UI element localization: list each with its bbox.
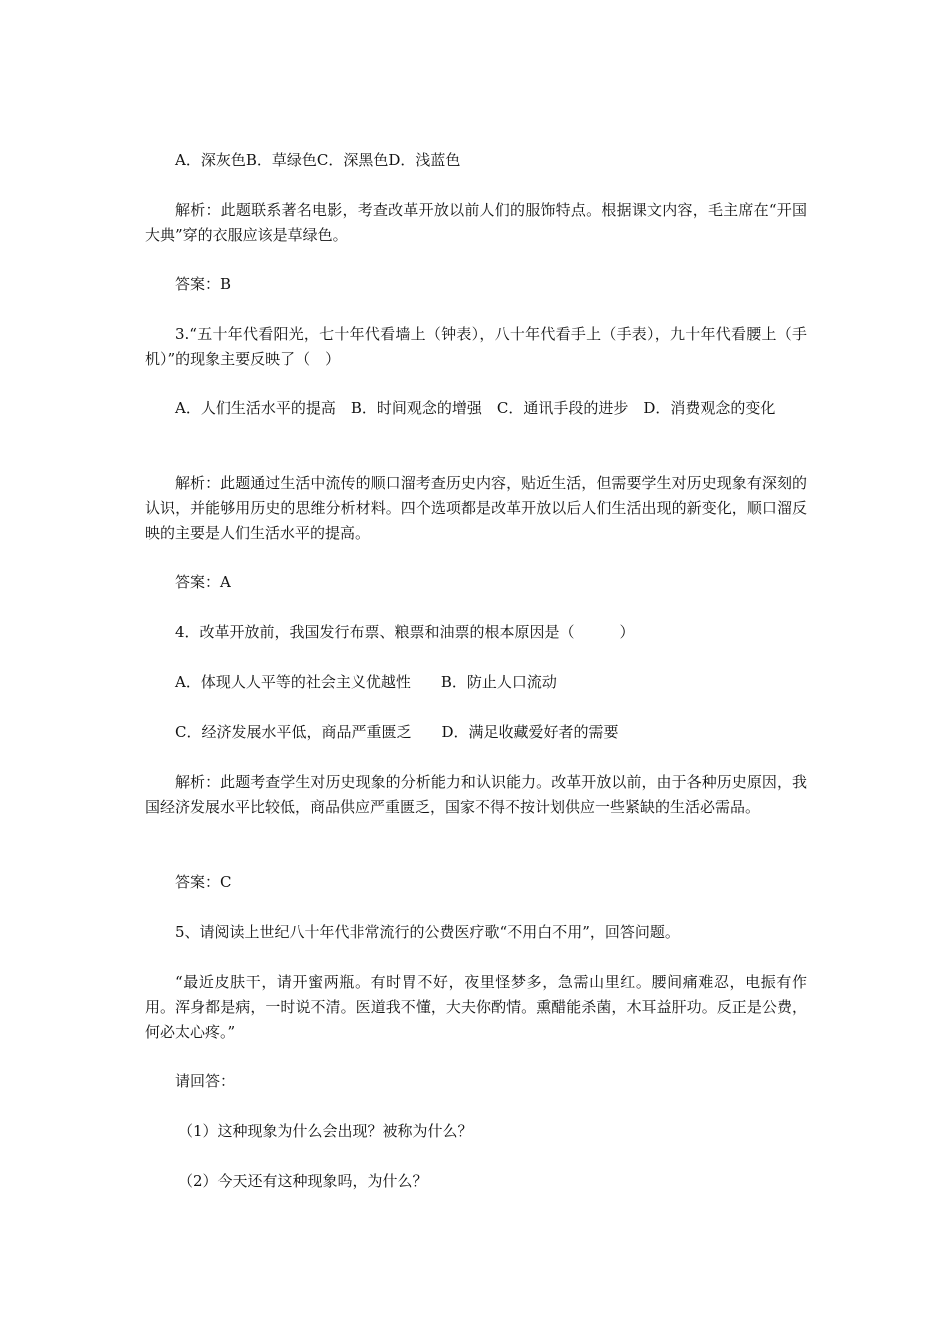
sub-question-2: （2）今天还有这种现象吗，为什么？ — [178, 1172, 428, 1190]
options-q4-line1: A．体现人人平等的社会主义优越性 B．防止人口流动 — [175, 673, 557, 691]
answer-q3: 答案：A — [175, 573, 231, 591]
question-4: 4．改革开放前，我国发行布票、粮票和油票的根本原因是（ ） — [175, 623, 635, 641]
question-3: 3.“五十年代看阳光，七十年代看墙上（钟表），八十年代看手上（手表），九十年代看腰上（手机）”的现象主要反映了（ ） — [145, 325, 807, 368]
analysis-q4: 解析：此题考查学生对历史现象的分析能力和认识能力。改革开放以前，由于各种历史原因，我国经济发展水平比较低，商品供应严重匮乏，国家不得不按计划供应一些紧缺的生活必需品。 — [145, 773, 807, 816]
document-page — [145, 0, 807, 1344]
please-answer: 请回答： — [175, 1072, 236, 1090]
answer-q4: 答案：C — [175, 873, 232, 891]
analysis-q2: 解析：此题联系著名电影，考查改革开放以前人们的服饰特点。根据课文内容，毛主席在“开国大典”穿的衣服应该是草绿色。 — [145, 201, 807, 244]
quoted-song: “最近皮肤干，请开蜜两瓶。有时胃不好，夜里怪梦多，急需山里红。腰间痛难忍，电振有作用。浑身都是病，一时说不清。医道我不懂，大夫你酌情。熏醋能杀菌，木耳益肝功。反正是公费，何必太心疼。” — [145, 973, 807, 1041]
options-q4-line2: C．经济发展水平低，商品严重匮乏 D．满足收藏爱好者的需要 — [175, 723, 619, 741]
options-q3: A．人们生活水平的提高 B．时间观念的增强 C．通讯手段的进步 D．消费观念的变化 — [175, 399, 776, 417]
sub-question-1: （1）这种现象为什么会出现？被称为什么？ — [178, 1122, 473, 1140]
question-5: 5、请阅读上世纪八十年代非常流行的公费医疗歌“不用白不用”，回答问题。 — [175, 923, 680, 941]
answer-q2: 答案：B — [175, 275, 232, 293]
options-q2: A．深灰色B．草绿色C．深黑色D．浅蓝色 — [175, 151, 461, 169]
analysis-q3: 解析：此题通过生活中流传的顺口溜考查历史内容，贴近生活，但需要学生对历史现象有深刻的认识，并能够用历史的思维分析材料。四个选项都是改革开放以后人们生活出现的新变化，顺口溜反映的主要是人们生活水平的提高。 — [145, 474, 807, 542]
